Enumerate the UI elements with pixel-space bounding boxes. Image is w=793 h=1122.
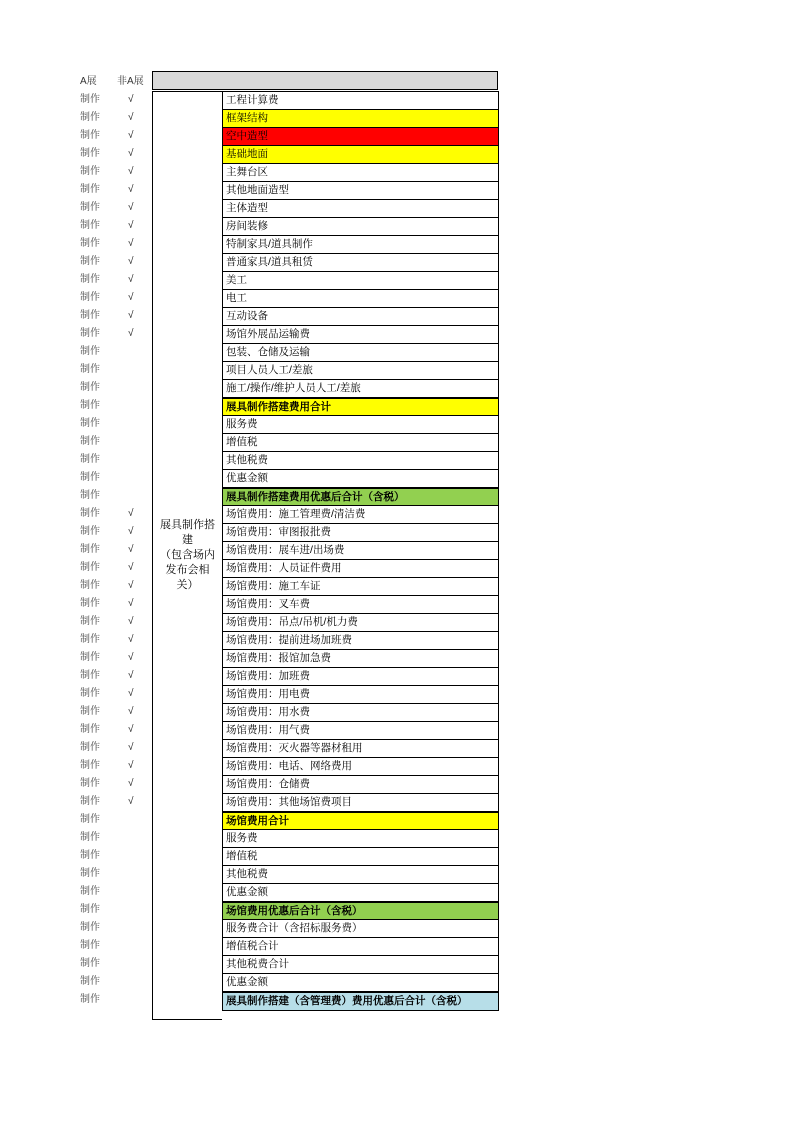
item-row: 互动设备 [223, 308, 498, 326]
header-a-exhibit: A展 [80, 76, 97, 87]
cell-a-exhibit: 制作 [80, 904, 100, 915]
cell-a-exhibit: 制作 [80, 148, 100, 159]
cell-a-exhibit: 制作 [80, 256, 100, 267]
item-row: 场馆费用：施工车证 [223, 578, 498, 596]
item-row: 优惠金额 [223, 974, 498, 992]
item-row: 场馆费用：加班费 [223, 668, 498, 686]
item-row: 服务费 [223, 416, 498, 434]
cell-a-exhibit: 制作 [80, 526, 100, 537]
cell-a-exhibit: 制作 [80, 994, 100, 1005]
cell-non-a-check: √ [128, 166, 134, 177]
cell-a-exhibit: 制作 [80, 418, 100, 429]
cell-a-exhibit: 制作 [80, 220, 100, 231]
item-row: 增值税合计 [223, 938, 498, 956]
cell-a-exhibit: 制作 [80, 436, 100, 447]
cell-non-a-check: √ [128, 598, 134, 609]
cell-a-exhibit: 制作 [80, 184, 100, 195]
cell-non-a-check: √ [128, 688, 134, 699]
cell-non-a-check: √ [128, 112, 134, 123]
cell-a-exhibit: 制作 [80, 292, 100, 303]
item-row: 场馆费用：用电费 [223, 686, 498, 704]
item-row: 框架结构 [223, 110, 498, 128]
cell-non-a-check: √ [128, 256, 134, 267]
subtotal-row: 场馆费用优惠后合计（含税） [223, 902, 498, 920]
cell-a-exhibit: 制作 [80, 346, 100, 357]
cell-non-a-check: √ [128, 328, 134, 339]
item-row: 场馆费用：吊点/吊机/机力费 [223, 614, 498, 632]
item-row: 美工 [223, 272, 498, 290]
item-row: 场馆费用：其他场馆费项目 [223, 794, 498, 812]
cell-non-a-check: √ [128, 148, 134, 159]
cell-a-exhibit: 制作 [80, 652, 100, 663]
cell-a-exhibit: 制作 [80, 238, 100, 249]
cell-a-exhibit: 制作 [80, 634, 100, 645]
cell-non-a-check: √ [128, 544, 134, 555]
cell-a-exhibit: 制作 [80, 796, 100, 807]
group-cell [152, 91, 222, 1020]
cell-a-exhibit: 制作 [80, 688, 100, 699]
cell-a-exhibit: 制作 [80, 850, 100, 861]
item-row: 场馆费用：灭火器等器材租用 [223, 740, 498, 758]
item-row: 场馆费用：用气费 [223, 722, 498, 740]
item-row: 主体造型 [223, 200, 498, 218]
item-row: 优惠金额 [223, 884, 498, 902]
cell-a-exhibit: 制作 [80, 310, 100, 321]
item-row: 增值税 [223, 848, 498, 866]
item-row: 其他地面造型 [223, 182, 498, 200]
item-row: 其他税费 [223, 866, 498, 884]
cell-a-exhibit: 制作 [80, 742, 100, 753]
item-row: 项目人员人工/差旅 [223, 362, 498, 380]
item-row: 工程计算费 [223, 92, 498, 110]
cell-a-exhibit: 制作 [80, 832, 100, 843]
cell-a-exhibit: 制作 [80, 886, 100, 897]
cell-non-a-check: √ [128, 238, 134, 249]
cell-a-exhibit: 制作 [80, 382, 100, 393]
group-label: 展具制作搭 建 （包含场内 发布会相 关） [160, 519, 215, 591]
cell-a-exhibit: 制作 [80, 130, 100, 141]
item-row: 普通家具/道具租赁 [223, 254, 498, 272]
item-row: 场馆费用：用水费 [223, 704, 498, 722]
item-row: 优惠金额 [223, 470, 498, 488]
item-row: 电工 [223, 290, 498, 308]
item-row: 主舞台区 [223, 164, 498, 182]
item-row: 其他税费合计 [223, 956, 498, 974]
item-row: 空中造型 [223, 128, 498, 146]
cell-a-exhibit: 制作 [80, 778, 100, 789]
cell-a-exhibit: 制作 [80, 472, 100, 483]
cell-a-exhibit: 制作 [80, 112, 100, 123]
cell-a-exhibit: 制作 [80, 274, 100, 285]
cell-a-exhibit: 制作 [80, 490, 100, 501]
cell-a-exhibit: 制作 [80, 760, 100, 771]
cell-a-exhibit: 制作 [80, 562, 100, 573]
cell-non-a-check: √ [128, 796, 134, 807]
item-row: 场馆外展品运输费 [223, 326, 498, 344]
item-row: 服务费合计（含招标服务费） [223, 920, 498, 938]
cell-non-a-check: √ [128, 130, 134, 141]
cell-a-exhibit: 制作 [80, 400, 100, 411]
item-row: 场馆费用：电话、网络费用 [223, 758, 498, 776]
cell-non-a-check: √ [128, 526, 134, 537]
cell-a-exhibit: 制作 [80, 94, 100, 105]
cell-a-exhibit: 制作 [80, 598, 100, 609]
cell-non-a-check: √ [128, 508, 134, 519]
cell-non-a-check: √ [128, 652, 134, 663]
cell-non-a-check: √ [128, 580, 134, 591]
cell-a-exhibit: 制作 [80, 508, 100, 519]
cell-non-a-check: √ [128, 742, 134, 753]
cell-non-a-check: √ [128, 562, 134, 573]
cell-a-exhibit: 制作 [80, 202, 100, 213]
items-column [222, 91, 499, 1011]
item-row: 包装、仓储及运输 [223, 344, 498, 362]
cell-a-exhibit: 制作 [80, 544, 100, 555]
cell-a-exhibit: 制作 [80, 166, 100, 177]
subtotal-row: 展具制作搭建费用合计 [223, 398, 498, 416]
cell-a-exhibit: 制作 [80, 976, 100, 987]
item-row: 其他税费 [223, 452, 498, 470]
item-row: 场馆费用：提前进场加班费 [223, 632, 498, 650]
cell-non-a-check: √ [128, 220, 134, 231]
cell-a-exhibit: 制作 [80, 328, 100, 339]
item-row: 增值税 [223, 434, 498, 452]
cell-non-a-check: √ [128, 778, 134, 789]
subtotal-row: 场馆费用合计 [223, 812, 498, 830]
cell-a-exhibit: 制作 [80, 724, 100, 735]
item-row: 场馆费用：仓储费 [223, 776, 498, 794]
cell-a-exhibit: 制作 [80, 940, 100, 951]
cell-non-a-check: √ [128, 274, 134, 285]
cell-non-a-check: √ [128, 616, 134, 627]
subtotal-row: 展具制作搭建费用优惠后合计（含税） [223, 488, 498, 506]
cell-non-a-check: √ [128, 292, 134, 303]
cell-non-a-check: √ [128, 670, 134, 681]
item-row: 场馆费用：审图报批费 [223, 524, 498, 542]
cell-non-a-check: √ [128, 634, 134, 645]
cell-non-a-check: √ [128, 94, 134, 105]
cell-a-exhibit: 制作 [80, 580, 100, 591]
cell-non-a-check: √ [128, 202, 134, 213]
subtotal-row: 展具制作搭建（含管理费）费用优惠后合计（含税） [223, 992, 498, 1010]
cell-non-a-check: √ [128, 760, 134, 771]
cell-a-exhibit: 制作 [80, 958, 100, 969]
item-row: 场馆费用：展车进/出场费 [223, 542, 498, 560]
cell-a-exhibit: 制作 [80, 454, 100, 465]
item-row: 特制家具/道具制作 [223, 236, 498, 254]
cell-a-exhibit: 制作 [80, 364, 100, 375]
cell-non-a-check: √ [128, 724, 134, 735]
item-row: 施工/操作/维护人员人工/差旅 [223, 380, 498, 398]
item-row: 基础地面 [223, 146, 498, 164]
item-row: 场馆费用：施工管理费/清洁费 [223, 506, 498, 524]
cell-a-exhibit: 制作 [80, 868, 100, 879]
item-row: 房间装修 [223, 218, 498, 236]
header-non-a-exhibit: 非A展 [117, 76, 144, 87]
item-row: 场馆费用：报馆加急费 [223, 650, 498, 668]
item-row: 场馆费用：人员证件费用 [223, 560, 498, 578]
item-row: 场馆费用：叉车费 [223, 596, 498, 614]
cell-non-a-check: √ [128, 706, 134, 717]
cell-a-exhibit: 制作 [80, 706, 100, 717]
cell-a-exhibit: 制作 [80, 670, 100, 681]
cell-non-a-check: √ [128, 184, 134, 195]
cell-non-a-check: √ [128, 310, 134, 321]
cell-a-exhibit: 制作 [80, 814, 100, 825]
cell-a-exhibit: 制作 [80, 616, 100, 627]
item-row: 服务费 [223, 830, 498, 848]
cell-a-exhibit: 制作 [80, 922, 100, 933]
header-bar [152, 71, 498, 90]
